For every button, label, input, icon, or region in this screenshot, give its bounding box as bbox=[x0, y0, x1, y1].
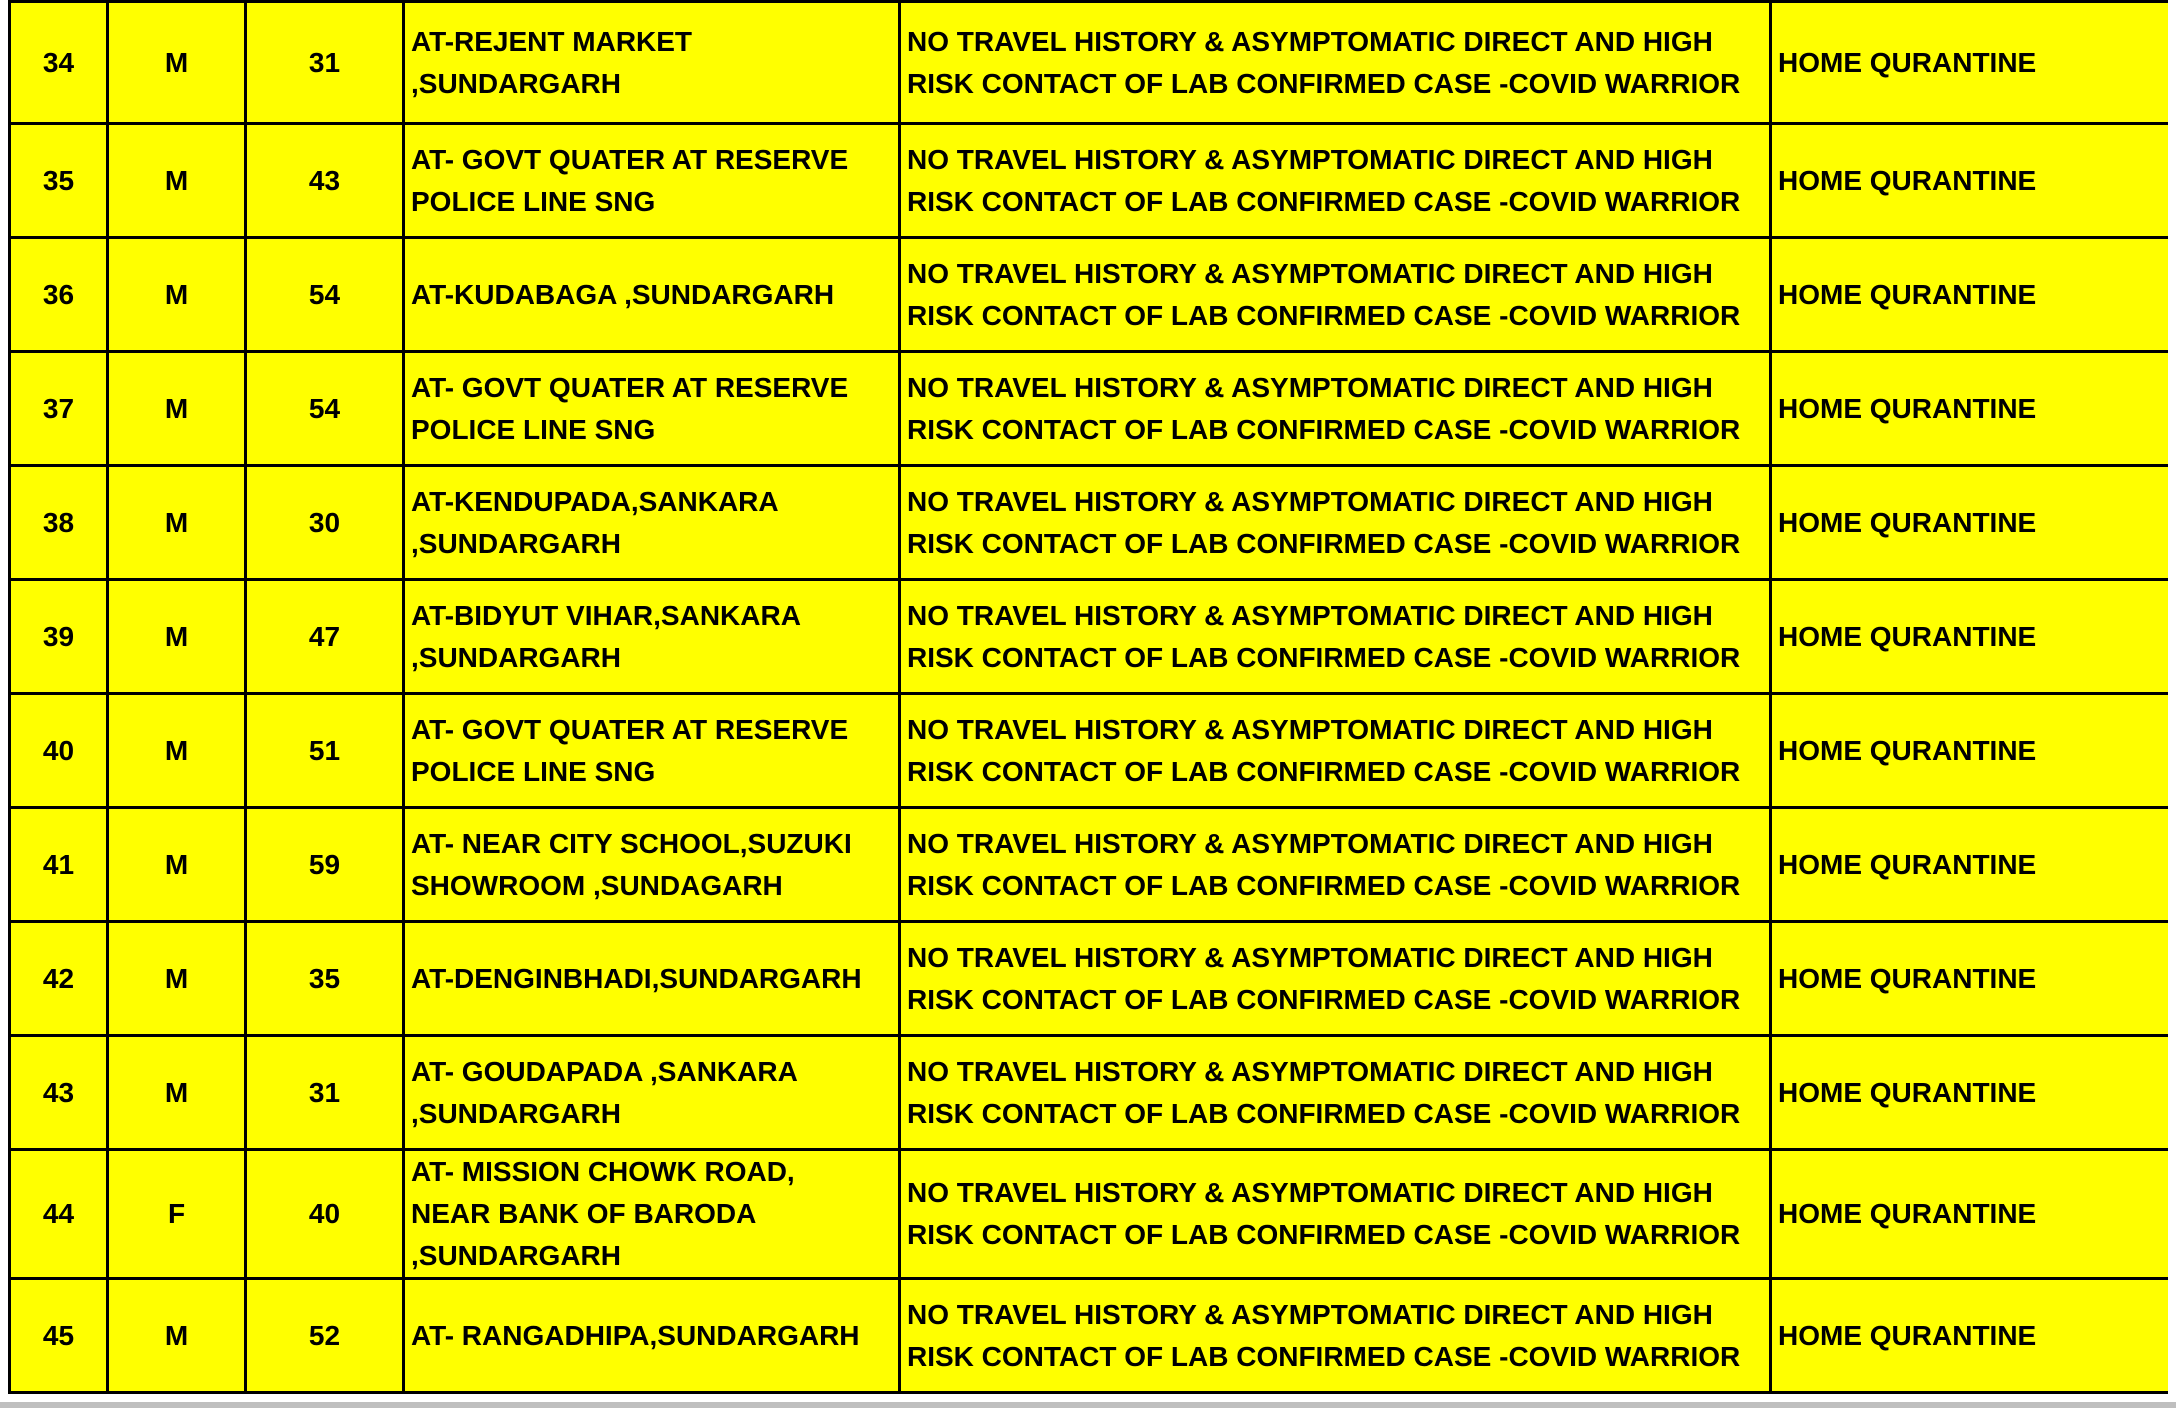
cell-history[interactable]: NO TRAVEL HISTORY & ASYMPTOMATIC DIRECT AND HIGH RISK CONTACT OF LAB CONFIRMED CASE -COVID WARRIOR bbox=[900, 2, 1771, 124]
table-row bbox=[10, 922, 2169, 1036]
cell-remark[interactable]: HOME QURANTINE bbox=[1771, 694, 2169, 808]
cell-age[interactable]: 52 bbox=[246, 1279, 404, 1393]
cell-sex[interactable]: M bbox=[108, 808, 246, 922]
table-row bbox=[10, 694, 2169, 808]
cell-address[interactable]: AT- RANGADHIPA,SUNDARGARH bbox=[404, 1279, 900, 1393]
cell-sex[interactable]: M bbox=[108, 1036, 246, 1150]
cell-remark[interactable]: HOME QURANTINE bbox=[1771, 238, 2169, 352]
cell-address[interactable]: AT- GOVT QUATER AT RESERVE POLICE LINE SNG bbox=[404, 124, 900, 238]
cell-address[interactable]: AT- MISSION CHOWK ROAD, NEAR BANK OF BARODA ,SUNDARGARH bbox=[404, 1150, 900, 1279]
table-row bbox=[10, 124, 2169, 238]
cell-history[interactable]: NO TRAVEL HISTORY & ASYMPTOMATIC DIRECT AND HIGH RISK CONTACT OF LAB CONFIRMED CASE -COVID WARRIOR bbox=[900, 694, 1771, 808]
cell-address[interactable]: AT-BIDYUT VIHAR,SANKARA ,SUNDARGARH bbox=[404, 580, 900, 694]
cell-sex[interactable]: M bbox=[108, 580, 246, 694]
cell-address[interactable]: AT- GOVT QUATER AT RESERVE POLICE LINE SNG bbox=[404, 694, 900, 808]
cell-sex[interactable]: M bbox=[108, 2, 246, 124]
cell-remark[interactable]: HOME QURANTINE bbox=[1771, 466, 2169, 580]
table-row bbox=[10, 352, 2169, 466]
cell-address[interactable]: AT-KUDABAGA ,SUNDARGARH bbox=[404, 238, 900, 352]
cell-serial[interactable]: 41 bbox=[10, 808, 108, 922]
cell-history[interactable]: NO TRAVEL HISTORY & ASYMPTOMATIC DIRECT AND HIGH RISK CONTACT OF LAB CONFIRMED CASE -COVID WARRIOR bbox=[900, 1279, 1771, 1393]
table-row bbox=[10, 238, 2169, 352]
cell-serial[interactable]: 39 bbox=[10, 580, 108, 694]
cell-history[interactable]: NO TRAVEL HISTORY & ASYMPTOMATIC DIRECT AND HIGH RISK CONTACT OF LAB CONFIRMED CASE -COVID WARRIOR bbox=[900, 352, 1771, 466]
cell-serial[interactable]: 36 bbox=[10, 238, 108, 352]
cell-serial[interactable]: 42 bbox=[10, 922, 108, 1036]
cell-sex[interactable]: M bbox=[108, 466, 246, 580]
cell-serial[interactable]: 45 bbox=[10, 1279, 108, 1393]
table-row bbox=[10, 1279, 2169, 1393]
data-grid bbox=[8, 0, 2168, 1408]
table-row bbox=[10, 808, 2169, 922]
cell-address[interactable]: AT- GOVT QUATER AT RESERVE POLICE LINE SNG bbox=[404, 352, 900, 466]
cell-serial[interactable]: 35 bbox=[10, 124, 108, 238]
cell-serial[interactable]: 43 bbox=[10, 1036, 108, 1150]
cell-sex[interactable]: M bbox=[108, 922, 246, 1036]
cell-remark[interactable]: HOME QURANTINE bbox=[1771, 352, 2169, 466]
cell-sex[interactable]: M bbox=[108, 238, 246, 352]
cell-serial[interactable]: 44 bbox=[10, 1150, 108, 1279]
cell-sex[interactable]: M bbox=[108, 694, 246, 808]
table-row bbox=[10, 466, 2169, 580]
cell-remark[interactable]: HOME QURANTINE bbox=[1771, 124, 2169, 238]
cell-age[interactable]: 31 bbox=[246, 2, 404, 124]
cell-history[interactable]: NO TRAVEL HISTORY & ASYMPTOMATIC DIRECT AND HIGH RISK CONTACT OF LAB CONFIRMED CASE -COVID WARRIOR bbox=[900, 124, 1771, 238]
cell-serial[interactable]: 38 bbox=[10, 466, 108, 580]
cell-age[interactable]: 31 bbox=[246, 1036, 404, 1150]
cell-serial[interactable]: 40 bbox=[10, 694, 108, 808]
cell-remark[interactable]: HOME QURANTINE bbox=[1771, 1279, 2169, 1393]
cell-sex[interactable]: F bbox=[108, 1150, 246, 1279]
table-row bbox=[10, 1036, 2169, 1150]
cell-address[interactable]: AT-REJENT MARKET ,SUNDARGARH bbox=[404, 2, 900, 124]
cell-address[interactable]: AT- NEAR CITY SCHOOL,SUZUKI SHOWROOM ,SUNDAGARH bbox=[404, 808, 900, 922]
cell-serial[interactable]: 34 bbox=[10, 2, 108, 124]
cell-history[interactable]: NO TRAVEL HISTORY & ASYMPTOMATIC DIRECT AND HIGH RISK CONTACT OF LAB CONFIRMED CASE -COVID WARRIOR bbox=[900, 808, 1771, 922]
cell-remark[interactable]: HOME QURANTINE bbox=[1771, 808, 2169, 922]
cell-history[interactable]: NO TRAVEL HISTORY & ASYMPTOMATIC DIRECT AND HIGH RISK CONTACT OF LAB CONFIRMED CASE -COVID WARRIOR bbox=[900, 1150, 1771, 1279]
cell-sex[interactable]: M bbox=[108, 352, 246, 466]
cell-address[interactable]: AT-KENDUPADA,SANKARA ,SUNDARGARH bbox=[404, 466, 900, 580]
cell-age[interactable]: 30 bbox=[246, 466, 404, 580]
cell-remark[interactable]: HOME QURANTINE bbox=[1771, 1150, 2169, 1279]
cell-sex[interactable]: M bbox=[108, 1279, 246, 1393]
cell-history[interactable]: NO TRAVEL HISTORY & ASYMPTOMATIC DIRECT AND HIGH RISK CONTACT OF LAB CONFIRMED CASE -COVID WARRIOR bbox=[900, 580, 1771, 694]
cell-address[interactable]: AT-DENGINBHADI,SUNDARGARH bbox=[404, 922, 900, 1036]
cell-history[interactable]: NO TRAVEL HISTORY & ASYMPTOMATIC DIRECT AND HIGH RISK CONTACT OF LAB CONFIRMED CASE -COVID WARRIOR bbox=[900, 1036, 1771, 1150]
cell-remark[interactable]: HOME QURANTINE bbox=[1771, 580, 2169, 694]
cell-age[interactable]: 35 bbox=[246, 922, 404, 1036]
cell-history[interactable]: NO TRAVEL HISTORY & ASYMPTOMATIC DIRECT AND HIGH RISK CONTACT OF LAB CONFIRMED CASE -COVID WARRIOR bbox=[900, 922, 1771, 1036]
cell-history[interactable]: NO TRAVEL HISTORY & ASYMPTOMATIC DIRECT AND HIGH RISK CONTACT OF LAB CONFIRMED CASE -COVID WARRIOR bbox=[900, 466, 1771, 580]
cell-age[interactable]: 54 bbox=[246, 352, 404, 466]
cell-age[interactable]: 59 bbox=[246, 808, 404, 922]
table-row bbox=[10, 580, 2169, 694]
cell-address[interactable]: AT- GOUDAPADA ,SANKARA ,SUNDARGARH bbox=[404, 1036, 900, 1150]
cell-history[interactable]: NO TRAVEL HISTORY & ASYMPTOMATIC DIRECT AND HIGH RISK CONTACT OF LAB CONFIRMED CASE -COVID WARRIOR bbox=[900, 238, 1771, 352]
cell-age[interactable]: 40 bbox=[246, 1150, 404, 1279]
cell-age[interactable]: 43 bbox=[246, 124, 404, 238]
cell-age[interactable]: 47 bbox=[246, 580, 404, 694]
table-row bbox=[10, 2, 2169, 124]
cell-serial[interactable]: 37 bbox=[10, 352, 108, 466]
cell-sex[interactable]: M bbox=[108, 124, 246, 238]
cell-remark[interactable]: HOME QURANTINE bbox=[1771, 922, 2169, 1036]
cell-age[interactable]: 54 bbox=[246, 238, 404, 352]
patient-table bbox=[8, 0, 2168, 1394]
table-row bbox=[10, 1150, 2169, 1279]
cell-age[interactable]: 51 bbox=[246, 694, 404, 808]
cell-remark[interactable]: HOME QURANTINE bbox=[1771, 1036, 2169, 1150]
cell-remark[interactable]: HOME QURANTINE bbox=[1771, 2, 2169, 124]
horizontal-scrollbar[interactable] bbox=[0, 1402, 2176, 1408]
